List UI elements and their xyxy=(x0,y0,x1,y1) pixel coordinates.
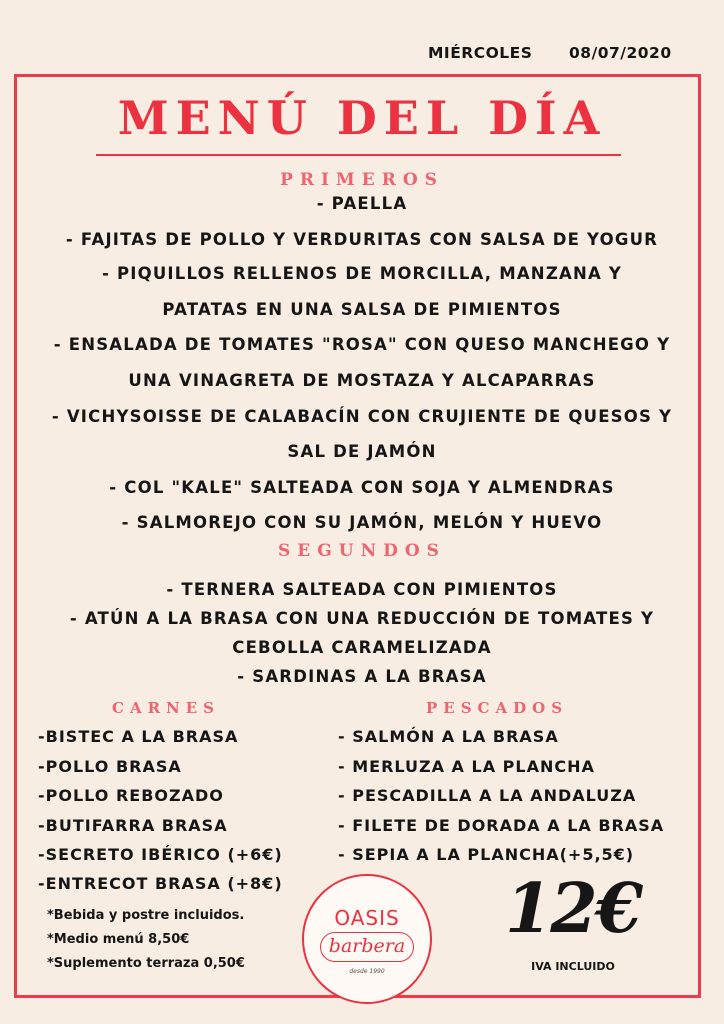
primeros-line: - SALMOREJO CON SU JAMÓN, MELÓN Y HUEVO xyxy=(121,513,603,532)
logo-tagline: desde 1990 xyxy=(349,968,385,975)
note-drink-dessert: *Bebida y postre incluidos. xyxy=(47,908,245,923)
carnes-item: -SECRETO IBÉRICO (+6€) xyxy=(38,845,283,864)
date-label: 08/07/2020 xyxy=(569,44,672,62)
primeros-line: - VICHYSOISSE DE CALABACÍN CON CRUJIENTE DE QUESOS Y xyxy=(51,407,673,426)
pescados-heading: PESCADOS xyxy=(426,699,569,717)
segundos-line: - SARDINAS A LA BRASA xyxy=(237,667,487,686)
pescados-item: - SEPIA A LA PLANCHA(+5,5€) xyxy=(338,845,635,864)
title-underline xyxy=(96,154,621,156)
primeros-line: - PIQUILLOS RELLENOS DE MORCILLA, MANZANA Y xyxy=(101,264,623,283)
date-header xyxy=(0,44,724,70)
carnes-item: -POLLO BRASA xyxy=(38,757,182,776)
carnes-heading: CARNES xyxy=(112,699,221,717)
pescados-item: - PESCADILLA A LA ANDALUZA xyxy=(338,786,637,805)
logo-name: OASIS xyxy=(334,906,400,930)
primeros-line: UNA VINAGRETA DE MOSTAZA Y ALCAPARRAS xyxy=(128,371,596,390)
menu-title: MENÚ DEL DÍA xyxy=(117,91,607,145)
carnes-item: -BISTEC A LA BRASA xyxy=(38,727,239,746)
carnes-item: -ENTRECOT BRASA (+8€) xyxy=(38,874,283,893)
primeros-line: - PAELLA xyxy=(316,194,408,213)
segundos-heading: SEGUNDOS xyxy=(278,541,446,561)
primeros-line: - FAJITAS DE POLLO Y VERDURITAS CON SALSA DE YOGUR xyxy=(65,230,659,249)
segundos-line: - TERNERA SALTEADA CON PIMIENTOS xyxy=(166,580,558,599)
primeros-heading: PRIMEROS xyxy=(280,170,444,190)
primeros-line: - ENSALADA DE TOMATES "ROSA" CON QUESO MANCHEGO Y xyxy=(53,335,671,354)
day-label: MIÉRCOLES xyxy=(428,44,533,62)
oasis-barbera-logo xyxy=(302,874,432,1004)
pescados-item: - MERLUZA A LA PLANCHA xyxy=(338,757,595,776)
pescados-item: - SALMÓN A LA BRASA xyxy=(338,727,559,746)
note-half-menu: *Medio menú 8,50€ xyxy=(47,932,190,947)
note-terrace: *Suplemento terraza 0,50€ xyxy=(47,956,245,971)
tax-note: IVA INCLUIDO xyxy=(531,960,615,973)
pescados-item: - FILETE DE DORADA A LA BRASA xyxy=(338,816,665,835)
logo-subname: barbera xyxy=(320,932,414,962)
segundos-line: CEBOLLA CARAMELIZADA xyxy=(232,638,492,657)
carnes-item: -BUTIFARRA BRASA xyxy=(38,816,228,835)
primeros-line: PATATAS EN UNA SALSA DE PIMIENTOS xyxy=(162,300,562,319)
primeros-line: SAL DE JAMÓN xyxy=(287,442,437,461)
carnes-item: -POLLO REBOZADO xyxy=(38,786,224,805)
segundos-line: - ATÚN A LA BRASA CON UNA REDUCCIÓN DE TOMATES Y xyxy=(69,609,655,628)
primeros-line: - COL "KALE" SALTEADA CON SOJA Y ALMENDRAS xyxy=(109,478,615,497)
price: 12€ xyxy=(505,869,641,949)
